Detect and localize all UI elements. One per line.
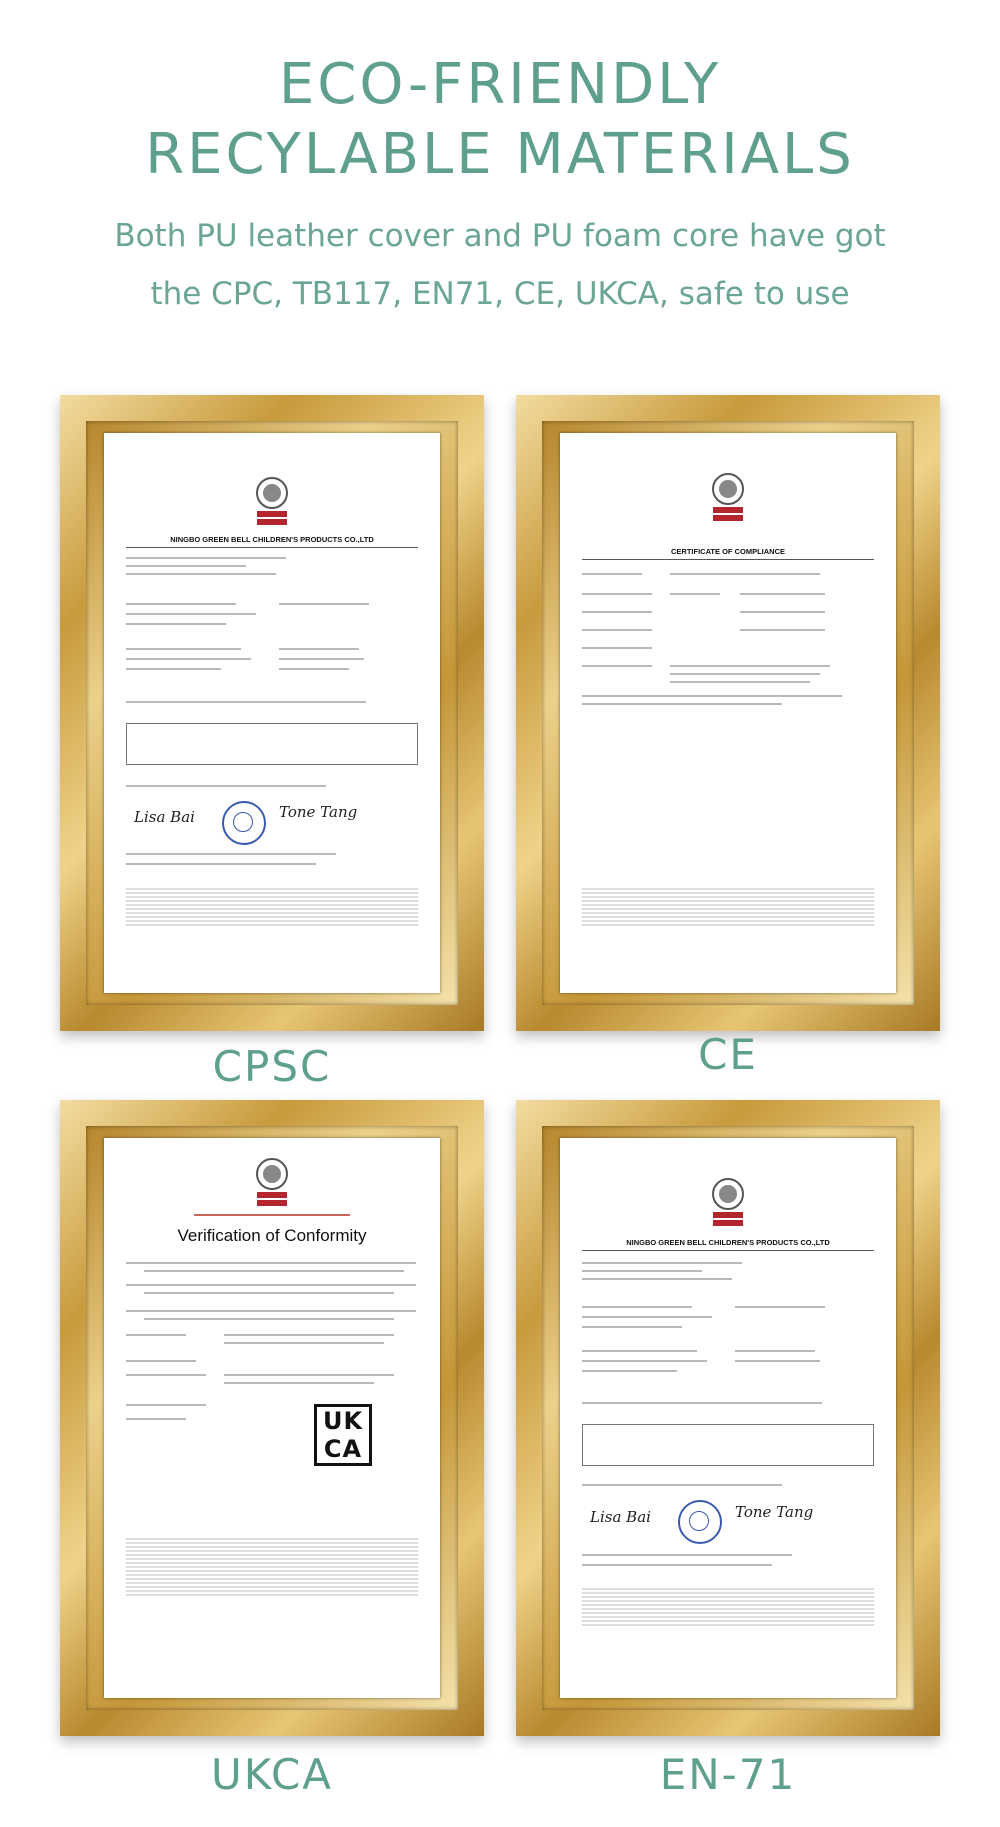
subtitle-line-1: Both PU leather cover and PU foam core have got	[114, 218, 886, 254]
text-line	[582, 1270, 702, 1272]
text-line	[670, 665, 830, 667]
text-line	[670, 673, 820, 675]
text-line	[582, 665, 652, 667]
text-line	[582, 695, 842, 697]
text-line	[735, 1350, 815, 1352]
text-line	[582, 1306, 692, 1308]
caption-ukca: UKCA	[210, 1750, 334, 1799]
text-line	[126, 658, 251, 660]
text-line	[126, 1418, 186, 1420]
bureau-veritas-logo	[708, 1176, 748, 1228]
report-company: NINGBO GREEN BELL CHILDREN'S PRODUCTS CO.,LTD	[170, 535, 374, 544]
headline-line-1: ECO-FRIENDLY	[278, 52, 722, 117]
text-line	[224, 1374, 394, 1376]
official-stamp	[222, 801, 266, 845]
certificate-frame-ce	[516, 395, 940, 1031]
summary-table	[126, 723, 418, 765]
text-line	[670, 573, 820, 575]
signature-right: Tone Tang	[279, 803, 358, 821]
text-line	[582, 1402, 822, 1404]
text-line	[582, 1370, 677, 1372]
text-line	[582, 593, 652, 595]
text-line	[670, 681, 810, 683]
text-line	[582, 647, 652, 649]
text-line	[126, 668, 221, 670]
text-line	[279, 648, 359, 650]
text-line	[582, 629, 652, 631]
signature-left: Lisa Bai	[134, 808, 195, 826]
certificate-paper	[560, 1138, 896, 1698]
certificate-title: Verification of Conformity	[177, 1226, 367, 1245]
text-line	[582, 1360, 707, 1362]
certificate-paper	[560, 433, 896, 993]
text-line	[126, 863, 316, 865]
signature-left: Lisa Bai	[590, 1508, 651, 1526]
text-line	[144, 1318, 394, 1320]
text-line	[194, 1214, 350, 1216]
text-line	[126, 785, 326, 787]
text-line	[735, 1360, 820, 1362]
text-line	[126, 1310, 416, 1312]
text-line	[126, 573, 276, 575]
report-company: NINGBO GREEN BELL CHILDREN'S PRODUCTS CO.,LTD	[626, 1238, 830, 1247]
text-line	[126, 623, 226, 625]
fine-print	[582, 1588, 874, 1628]
caption-ce: CE	[698, 1030, 758, 1079]
text-line	[126, 1374, 206, 1376]
text-line	[582, 703, 782, 705]
text-line	[582, 1484, 782, 1486]
rule	[126, 547, 418, 548]
bureau-veritas-logo	[252, 1156, 292, 1208]
rule	[582, 1250, 874, 1251]
rule	[582, 559, 874, 560]
subtitle-line-2: the CPC, TB117, EN71, CE, UKCA, safe to use	[150, 276, 850, 312]
text-line	[582, 1554, 792, 1556]
text-line	[144, 1292, 394, 1294]
text-line	[144, 1270, 404, 1272]
text-line	[279, 658, 364, 660]
text-line	[740, 611, 825, 613]
fine-print	[126, 888, 418, 928]
text-line	[126, 557, 286, 559]
text-line	[224, 1334, 394, 1336]
bureau-veritas-logo	[708, 471, 748, 523]
text-line	[582, 1278, 732, 1280]
certificate-paper	[104, 433, 440, 993]
fine-print	[126, 1538, 418, 1598]
text-line	[126, 603, 236, 605]
text-line	[279, 668, 349, 670]
text-line	[126, 648, 241, 650]
certificate-frame-cpsc	[60, 395, 484, 1031]
official-stamp	[678, 1500, 722, 1544]
bureau-veritas-logo	[252, 475, 292, 527]
text-line	[126, 1262, 416, 1264]
text-line	[126, 1334, 186, 1336]
headline-line-2: RECYLABLE MATERIALS	[145, 122, 855, 187]
text-line	[582, 1326, 682, 1328]
certificate-frame-en71	[516, 1100, 940, 1736]
text-line	[224, 1342, 384, 1344]
text-line	[582, 1316, 712, 1318]
text-line	[126, 701, 366, 703]
text-line	[126, 565, 246, 567]
text-line	[126, 1360, 196, 1362]
ukca-mark: UK CA	[314, 1404, 372, 1466]
text-line	[126, 1404, 206, 1406]
text-line	[279, 603, 369, 605]
signature-right: Tone Tang	[735, 1503, 814, 1521]
text-line	[670, 593, 720, 595]
text-line	[582, 573, 642, 575]
certificate-frame-ukca	[60, 1100, 484, 1736]
text-line	[582, 1262, 742, 1264]
text-line	[740, 629, 825, 631]
text-line	[735, 1306, 825, 1308]
text-line	[582, 1564, 772, 1566]
fine-print	[582, 888, 874, 928]
summary-table	[582, 1424, 874, 1466]
certificate-paper	[104, 1138, 440, 1698]
caption-cpsc: CPSC	[212, 1042, 332, 1091]
text-line	[126, 1284, 416, 1286]
certificate-title: CERTIFICATE OF COMPLIANCE	[670, 547, 786, 556]
text-line	[126, 853, 336, 855]
text-line	[582, 1350, 697, 1352]
text-line	[582, 611, 652, 613]
text-line	[126, 613, 256, 615]
text-line	[224, 1382, 374, 1384]
caption-en71: EN-71	[659, 1750, 797, 1799]
text-line	[740, 593, 825, 595]
